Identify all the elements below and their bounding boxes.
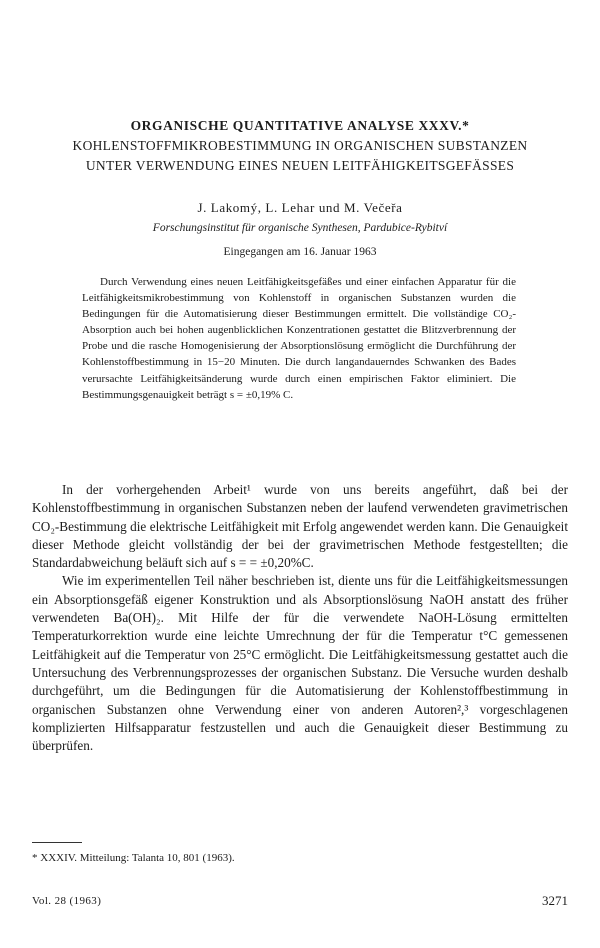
title-block (0, 116, 600, 176)
received-date: Eingegangen am 16. Januar 1963 (223, 246, 377, 258)
authors: J. Lakomý, L. Lehar und M. Večeřa (197, 200, 403, 215)
paper-title-line-2: UNTER VERWENDUNG EINES NEUEN LEITFÄHIGKEITSGEFÄSSES (85, 158, 515, 173)
body-paragraph-2: Wie im experimentellen Teil näher beschrieben ist, diente uns für die Leitfähigkeitsmessungen ein Absorptionsgefäß eigener Konstruktion und als Absorptionslösung NaOH anstatt des früher verwendeten Ba(OH)₂. Mit Hilfe der für die verwendete NaOH-Lösung ermittelten Temperaturkorrektion wurde eine leichte Umrechnung der für die Temperatur t°C gemessenen Leitfähigkeit auf die Temperatur von 25°C ermöglicht. Die Leitfähigkeitsmessung gestattet auch die Untersuchung des Verbrennungsprozesses der organischen Substanz. Die Versuche wurden deshalb durchgeführt, um die Bedingungen für die Automatisierung der Kohlenstoffbestimmung in organischen Substanzen ohne Verwendung einer von anderen Autoren²,³ vorgeschlagenen komplizierten Hilfsapparatur festzustellen und auch die Genauigkeit dieser Bestimmung zu überprüfen. (32, 573, 568, 754)
footnote: * XXXIV. Mitteilung: Talanta 10, 801 (1963). (32, 852, 235, 864)
paper-title-line-1: KOHLENSTOFFMIKROBESTIMMUNG IN ORGANISCHEN SUBSTANZEN (72, 138, 528, 153)
volume-info: Vol. 28 (1963) (32, 895, 102, 907)
body-text (32, 481, 568, 755)
abstract-text: Durch Verwendung eines neuen Leitfähigkeitsgefäßes und einer einfachen Apparatur für die Leitfähigkeitsmikrobestimmung von Kohlenstoff in organischen Substanzen wurden die Bedingungen für die Automatisierung dieser Bestimmungen ermittelt. Die vollständige CO₂-Absorption auch bei hohen augenblicklichen Konzentrationen gestattet die Blitzverbrennung der Probe und die rasche Homogenisierung der Absorptionslösung ermöglicht die Durchführung der Kohlenstoffbestimmung in 15−20 Minuten. Die durch langandauerndes Schwanken des Bades verursachte Leitfähigkeitsänderung wurde durch einen empirischen Faktor eliminiert. Die Bestimmungsgenauigkeit beträgt s = ±0,19% C. (82, 276, 516, 401)
series-title: ORGANISCHE QUANTITATIVE ANALYSE XXXV.* (130, 118, 470, 133)
institute: Forschungsinstitut für organische Synthesen, Pardubice-Rybitví (152, 222, 448, 234)
footnote-divider (32, 842, 82, 843)
abstract (82, 274, 516, 403)
page-number: 3271 (542, 893, 568, 908)
body-paragraph-1: In der vorhergehenden Arbeit¹ wurde von uns bereits angeführt, daß bei der Kohlenstoffbestimmung in organischen Substanzen neben der laufend verwendeten gravimetrischen CO₂-Bestimmung die elektrische Leitfähigkeit mit Erfolg angewendet werden kann. Die Genauigkeit dieser Methode gleicht vollständig der bei der gravimetrischen Methode festgestellten; die Standardabweichung beläuft sich auf s = = ±0,20%C. (32, 482, 568, 571)
